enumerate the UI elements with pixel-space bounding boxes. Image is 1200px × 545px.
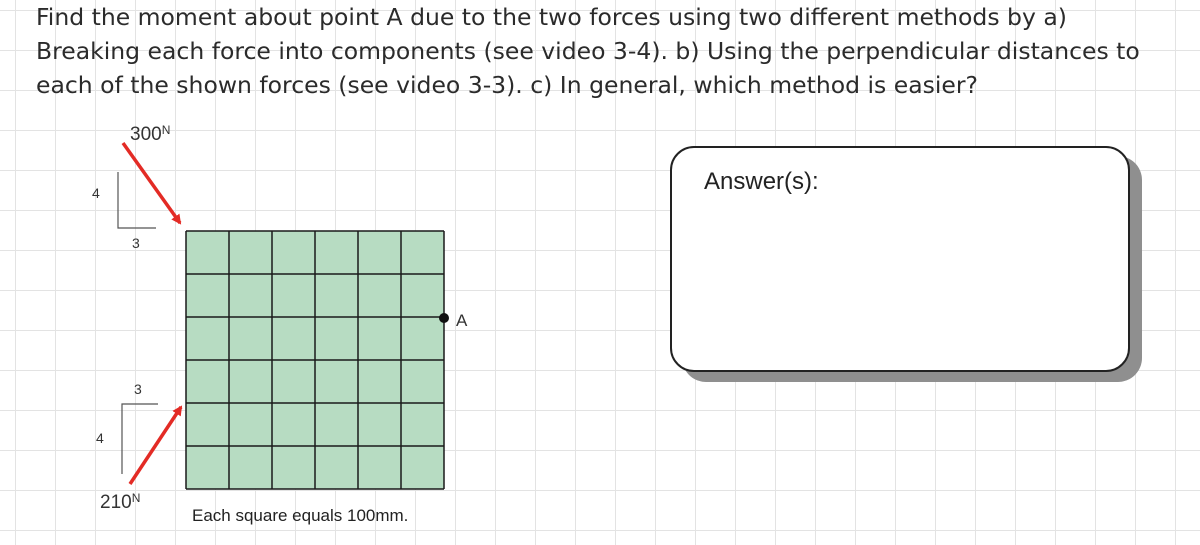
scale-note: Each square equals 100mm. [192,506,409,525]
top-force [92,123,180,251]
problem-line-2: Breaking each force into components (see video 3-4). b) Using the perpendicular distances to [36,37,1140,65]
bottom-force-arrow [130,407,181,484]
point-a-label: A [456,311,468,330]
top-slope-horizontal: 3 [132,235,140,251]
top-slope-vertical: 4 [92,185,100,201]
point-a-marker [439,313,449,323]
answer-label: Answer(s): [704,168,819,195]
grid-squares [186,231,444,489]
bottom-slope-horizontal: 3 [134,381,142,397]
top-force-magnitude: $300^N$ [130,123,171,145]
problem-line-1: Find the moment about point A due to the two forces using two different methods by a) [36,3,1067,31]
top-force-arrow [123,143,180,223]
bottom-slope-triangle [122,404,158,474]
answer-box[interactable] [670,146,1130,372]
problem-line-3: each of the shown forces (see video 3-3). c) In general, which method is easier? [36,71,978,99]
bottom-force [96,381,181,513]
bottom-slope-vertical: 4 [96,430,104,446]
bottom-force-magnitude: $210^N$ [100,491,141,513]
